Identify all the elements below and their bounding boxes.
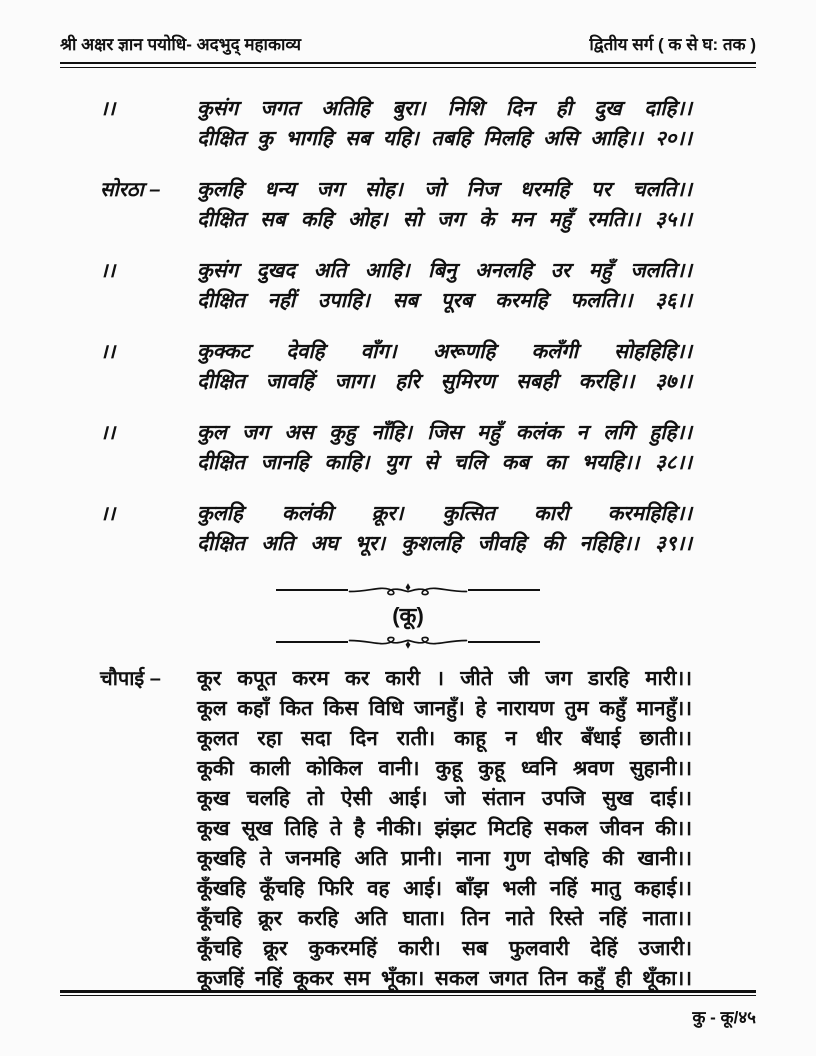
verse-marker: ।। [100, 341, 116, 364]
verse-form-label: सोरठा – [100, 179, 161, 202]
verse-section [100, 94, 692, 559]
chaupai-line: कूलत रहा सदा दिन राती। काहू न धीर बँधाई छाती।। [197, 727, 692, 751]
verse-line: दीक्षित जानहि काहि। युग से चलि कब का भयहि।। ३८।। [197, 451, 692, 475]
verse-38 [100, 418, 692, 478]
verse-marker: ।। [100, 260, 116, 283]
verse-marker: ।। [100, 503, 116, 526]
divider-line [468, 641, 540, 643]
chaupai-line: कूख चलहि तो ऐसी आई। जो संतान उपजि सुख दाई।। [197, 787, 692, 811]
verse-line: कुलहि कलंकी क्रूर। कुत्सित कारी करमहिहि।। [197, 502, 692, 526]
verse-line: कुसंग दुखद अति आहि। बिनु अनलहि उर महुँ जलति।। [197, 259, 692, 283]
chaupai-line: कूर कपूत करम कर कारी । जीते जी जग डारहि मारी।। [197, 667, 692, 691]
chaupai-line: कूँखहि कूँचहि फिरि वह आई। बाँझ भली नहिं मातु कहाई।। [197, 877, 692, 901]
page-header [60, 34, 756, 56]
footer-rule [60, 990, 756, 996]
header-rule [60, 62, 756, 68]
floral-flourish-icon [348, 580, 468, 600]
verse-line: दीक्षित नहीं उपाहि। सब पूरब करमहि फलति।। ३६।। [197, 289, 692, 313]
verse-35-soratha [100, 175, 692, 235]
letter-section-heading: (कू) [392, 603, 424, 629]
chaupai-verse [100, 664, 692, 994]
chaupai-line: कूँचहि क्रूर करहि अति घाता। तिन नाते रिस्ते नहिं नाता।। [197, 907, 692, 931]
page-footer [692, 1005, 756, 1028]
verse-line: दीक्षित अति अघ भूर। कुशलहि जीवहि की नहिहि।। ३९।। [197, 532, 692, 556]
verse-line: कुल जग अस कुहु नाँहि। जिस महुँ कलंक न लगि हुहि।। [197, 421, 692, 445]
chaupai-section [100, 664, 692, 994]
verse-36 [100, 256, 692, 316]
floral-flourish-icon [348, 632, 468, 652]
verse-marker: ।। [100, 422, 116, 445]
verse-marker: ।। [100, 98, 116, 121]
chaupai-line: कूखहि ते जनमहि अति प्रानी। नाना गुण दोषहि की खानी।। [197, 847, 692, 871]
chaupai-line: कूँचहि क्रूर कुकरमहिं कारी। सब फुलवारी देहिं उजारी। [197, 937, 692, 961]
verse-line: कुक्कट देवहि वाँग। अरूणहि कलँगी सोहहिहि।। [197, 340, 692, 364]
book-title: श्री अक्षर ज्ञान पयोधि- अदभुद् महाकाव्य [60, 35, 302, 54]
verse-line: दीक्षित सब कहि ओह। सो जग के मन महुँ रमति।। ३५।। [197, 208, 692, 232]
divider-line [276, 641, 348, 643]
chaupai-line: कूकी काली कोकिल वानी। कुहू कुहू ध्वनि श्रवण सुहानी।। [197, 757, 692, 781]
verse-20 [100, 94, 692, 154]
verse-39 [100, 499, 692, 559]
verse-line: दीक्षित जावहिं जाग। हरि सुमिरण सबही करहि।। ३७।। [197, 370, 692, 394]
divider-line [468, 589, 540, 591]
page-number: कु - कू/४५ [692, 1008, 756, 1027]
divider-line [276, 589, 348, 591]
chaupai-line: कूजहिं नहिं कूकर सम भूँका। सकल जगत तिन कहुँ ही थूँका।। [197, 967, 692, 991]
verse-line: कुलहि धन्य जग सोह। जो निज धरमहि पर चलति।। [197, 178, 692, 202]
verse-line: दीक्षित कु भागहि सब यहि। तबहि मिलहि असि आहि।। २०।। [197, 127, 692, 151]
verse-form-label: चौपाई – [100, 668, 161, 691]
verse-37 [100, 337, 692, 397]
verse-line: कुसंग जगत अतिहि बुरा। निशि दिन ही दुख दाहि।। [197, 97, 692, 121]
chaupai-line: कूख सूख तिहि ते है नीकी। झंझट मिटहि सकल जीवन की।। [197, 817, 692, 841]
chapter-title: द्वितीय सर्ग ( क से घ: तक ) [589, 35, 756, 54]
section-divider [60, 580, 756, 652]
chaupai-line: कूल कहाँ कित किस विधि जानहुँ। हे नारायण तुम कहुँ मानहुँ।। [197, 697, 692, 721]
